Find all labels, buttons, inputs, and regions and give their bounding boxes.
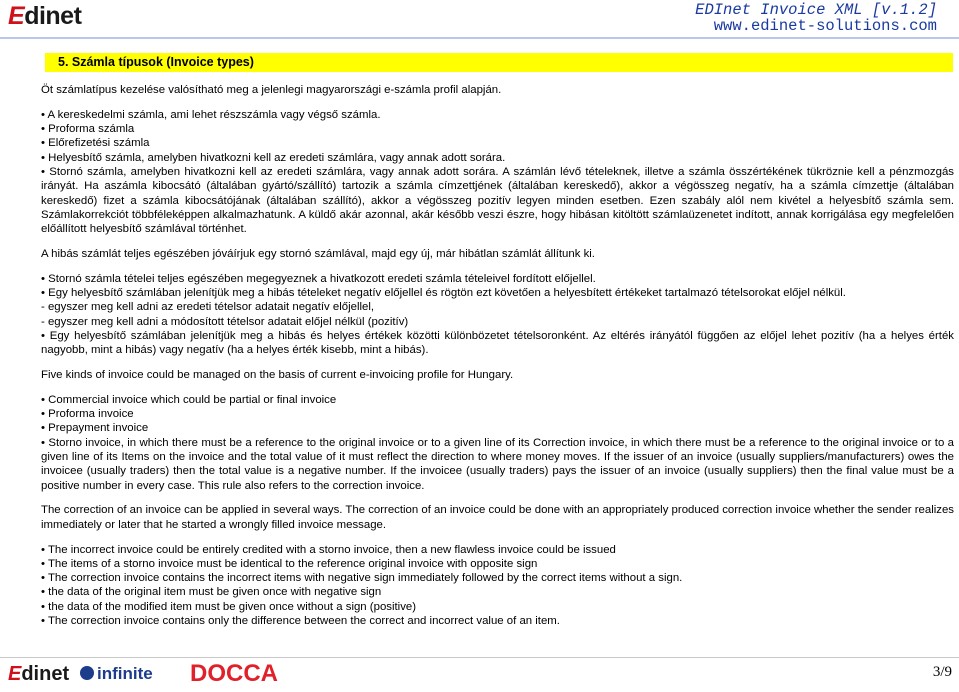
hu-intro: Öt számlatípus kezelése valósítható meg a jelenlegi magyarországi e-számla profil alapján. [41, 84, 502, 96]
en-item: • Storno invoice, in which there must be a reference to the original invoice or to a given line of its Correction invoice, in which there must be a reference to the original invoice or to a given line of its Items on the invoice and the total value of it must reflect the direction to where money moves. If the issuer of an invoice (usually suppliers/manufacturers) owes the invoicee (usually traders) then the total value is a negative number. If the invoicee (usually traders) pays the issuer of an invoice (usually suppliers) then the final value must be a positive number in every case. This rule also refers to the correction invoice. [41, 436, 954, 492]
footer-divider [0, 657, 959, 658]
section-title: 5. Számla típusok (Invoice types) [58, 55, 254, 69]
en-correction-item: • The correction invoice contains only the difference between the correct and incorrect value of an item. [41, 615, 560, 627]
hu-item: • Proforma számla [41, 123, 135, 136]
page-number: 3/9 [932, 664, 952, 680]
hu-storno-intro: A hibás számlát teljes egészében jóváírjuk egy stornó számlával, majd egy új, már hibátlan számlát állítunk ki. [41, 247, 595, 260]
en-correction-intro: The correction of an invoice can be applied in several ways. The correction of an invoice could be done with an appropriately produced correction invoice whether the sender realizes immediately or later that he started a wrongly filled invoice message. [41, 504, 954, 531]
hu-item: • A kereskedelmi számla, ami lehet részszámla vagy végső számla. [41, 108, 381, 121]
document-title: EDInet Invoice XML [v.1.2] [695, 1, 937, 19]
infinite-logo-icon [80, 666, 94, 680]
hu-correction-item: • Egy helyesbítő számlában jelenítjük meg a hibás és helyes értékek közötti különbözetet tételsoronként. Az eltérés irányától függően az előjel lehet pozitív (ha a helyes érték nagyobb, mint a hibás) vagy negatív (ha a helyes érték kisebb, mint a hibás). [41, 329, 954, 357]
hu-correction-item: - egyszer meg kell adni az eredeti tételsor adatait negatív előjellel, [41, 301, 375, 314]
docca-logo: DOCCA [190, 660, 278, 687]
infinite-logo: infinite [80, 664, 153, 684]
en-correction-item: • The correction invoice contains the incorrect items with negative sign immediately followed by the correct items without a sign. [41, 572, 683, 585]
hu-correction-item: - egyszer meg kell adni a módosított tételsor adatait előjel nélkül (pozitív) [41, 315, 409, 328]
edinet-footer-logo: Edinet [8, 663, 70, 685]
en-correction-item: • the data of the original item must be given once with negative sign [41, 586, 382, 599]
section-heading [45, 53, 953, 72]
hu-correction-item: • Stornó számla tételei teljes egészében megegyeznek a hivatkozott eredeti számla tételeivel fordított előjellel. [41, 272, 596, 285]
en-item: • Commercial invoice which could be partial or final invoice [41, 393, 337, 406]
en-intro: Five kinds of invoice could be managed on the basis of current e-invoicing profile for Hungary. [41, 369, 514, 382]
edinet-logo: Edinet [8, 2, 82, 30]
document-body [41, 83, 954, 628]
header-divider [0, 37, 959, 39]
page-header [0, 0, 959, 40]
header-url: www.edinet-solutions.com [713, 17, 937, 35]
en-correction-item: • The items of a storno invoice must be identical to the reference original invoice with opposite sign [41, 557, 538, 570]
en-correction-item: • the data of the modified item must be given once without a sign (positive) [41, 600, 417, 613]
en-item: • Prepayment invoice [41, 422, 149, 435]
hu-item: • Előrefizetési számla [41, 137, 150, 150]
hu-item: • Stornó számla, amelyben hivatkozni kell az eredeti számlára, vagy annak adott sorára. A számlán lévő tételeknek, illetve a számla összértékének tükröznie kell a pénzmozgás irányát. Ha aszámla kibocsátó (általában gyártó/szállító) tartozik a számla címzettjének (általában kereskedő), akkor a végösszeg negatív, ha a számla címzettje (általában kereskedő) fizet a számla kibocsátójának (általában szállító), akkor a végösszeg pozitív legyen minden esetben. Ezen szabály alól nem kivétel a helyesbítő számla sem. Számlakorrekciót többféleképpen alkalmazhatunk. A küldő akár azonnal, akár később veszi észre, hogy hibásan kitöltött számlaüzenetet indított, annak korrigálása egy megfelelően előállított helyesbítő számlával történhet. [41, 165, 954, 236]
en-item: • Proforma invoice [41, 408, 134, 421]
hu-correction-item: • Egy helyesbítő számlában jelenítjük meg a hibás tételeket negatív előjellel és rögtön ezt követően a helyesbített értékeket tartalmazó tételsorokat előjel nélkül. [41, 287, 846, 300]
hu-item: • Helyesbítő számla, amelyben hivatkozni kell az eredeti számlára, vagy annak adott sorára. [41, 151, 506, 164]
en-correction-item: • The incorrect invoice could be entirely credited with a storno invoice, then a new flawless invoice could be issued [41, 543, 616, 556]
